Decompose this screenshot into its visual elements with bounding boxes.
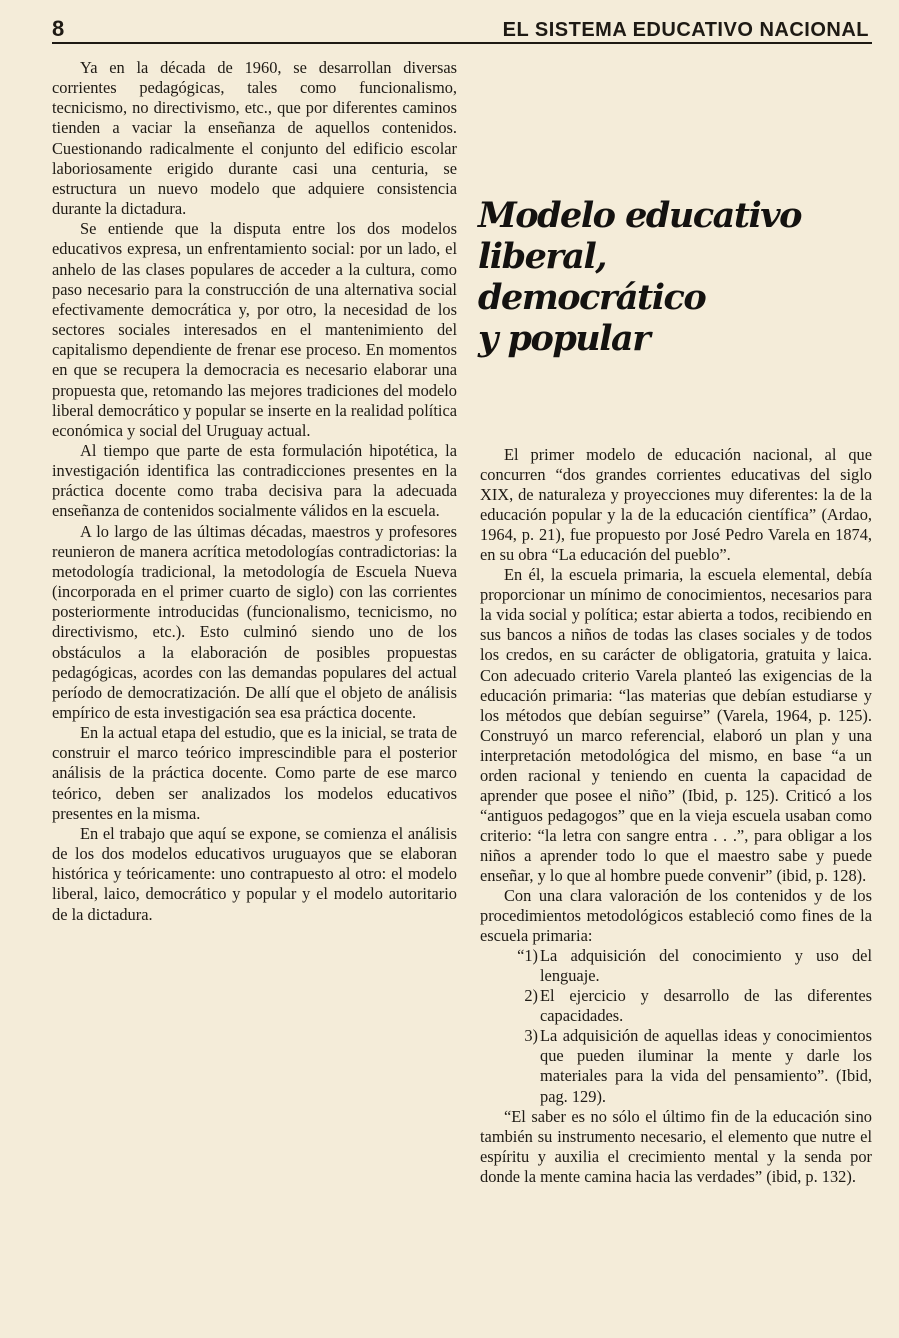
section-title-line: democrático (478, 277, 706, 318)
paragraph: El primer modelo de educación nacional, al que concurren “dos grandes corrientes educativas del siglo XIX, de naturaleza y proyecciones muy diferentes: la de la educación popular y la de la educación científica” (Ardao, 1964, p. 21), fue propuesto por José Pedro Varela en 1874, en su obra “La educación del pueblo”. (480, 445, 872, 565)
list-item (480, 1026, 872, 1106)
list-item-number: 3) (524, 1026, 538, 1046)
list-item-text: La adquisición de aquellas ideas y conocimientos que pueden iluminar la mente y darle los materiales para la vida del pensamiento”. (Ibid, pag. 129). (540, 1026, 872, 1106)
paragraph: A lo largo de las últimas décadas, maestros y profesores reunieron de manera acrítica metodologías contradictorias: la metodología tradicional, la metodología de Escuela Nueva (incorporada en el primer cuarto de siglo) con las corrientes posteriormente introducidas (funcionalismo, tecnicismo, no directivismo, etc.). Esto culminó siendo uno de los obstáculos a la elaboración de posibles propuestas pedagógicas, acordes con las demandas populares del actual período de democratización. De allí que el objeto de análisis empírico de esta investigación sea esa práctica docente. (52, 521, 457, 722)
right-column (480, 445, 872, 1187)
paragraph: En el trabajo que aquí se expone, se comienza el análisis de los dos modelos educativos uruguayos que se elaboran histórica y teóricamente: uno contrapuesto al otro: el modelo liberal, laico, democrático y popular y el modelo autoritario de la dictadura. (52, 823, 457, 924)
list-item-text: El ejercicio y desarrollo de las diferentes capacidades. (540, 986, 872, 1026)
section-title (478, 195, 868, 359)
paragraph: En la actual etapa del estudio, que es la inicial, se trata de construir el marco teórico imprescindible para el posterior análisis de la práctica docente. Como parte de ese marco teórico, deben ser analizados los modelos educativos presentes en la misma. (52, 723, 457, 823)
paragraph: Ya en la década de 1960, se desarrollan diversas corrientes pedagógicas, tales como funcionalismo, tecnicismo, no directivismo, etc., que por diferentes caminos tienden a vaciar la enseñanza de aquellos contenidos. Cuestionando radicalmente el conjunto del edificio escolar laboriosamente erigido durante casi una centuria, se estructura un nuevo modelo que adquiere consistencia durante la dictadura. (52, 58, 457, 219)
paragraph: “El saber es no sólo el último fin de la educación sino también su instrumento necesario, el elemento que nutre el espíritu y auxilia el crecimiento mental y la senda por donde la mente camina hacia las verdades” (ibid, p. 132). (480, 1106, 872, 1186)
list-item-number: 2) (524, 986, 538, 1006)
section-title-line: liberal, (478, 236, 606, 277)
list-item (480, 946, 872, 986)
list-item (480, 986, 872, 1026)
list-item-text: La adquisición del conocimiento y uso del lenguaje. (540, 946, 872, 986)
paragraph: Con una clara valoración de los contenidos y de los procedimientos metodológicos estableció como fines de la escuela primaria: (480, 886, 872, 946)
section-title-line: y popular (478, 318, 650, 359)
running-title: EL SISTEMA EDUCATIVO NACIONAL (502, 19, 869, 41)
section-title-line: Modelo educativo (478, 195, 801, 236)
list-item-number: “1) (517, 946, 538, 966)
left-column (52, 58, 457, 925)
paragraph: Se entiende que la disputa entre los dos modelos educativos expresa, un enfrentamiento social: por un lado, el anhelo de las clases populares de acceder a la cultura, como paso necesario para la construcción de una alternativa social efectivamente democrática y, por otro, la necesidad de los sectores sociales interesados en el mantenimiento del capitalismo dependiente de frenar ese proceso. En momentos en que se recupera la democracia es necesario elaborar una propuesta que, retomando las mejores tradiciones del modelo liberal democrático y popular se inserte en la realidad política económica y social del Uruguay actual. (52, 219, 457, 440)
header-rule (52, 42, 872, 44)
paragraph: En él, la escuela primaria, la escuela elemental, debía proporcionar un mínimo de conocimientos, necesarios para la vida social y política; estar abierta a todos, recibiendo en sus bancos a niños de todas las clases sociales y de todos los credos, en su carácter de obligatoria, gratuita y laica. Con adecuado criterio Varela planteó las exigencias de la educación primaria: “las materias que debían estudiarse y los métodos que debían seguirse” (Varela, 1964, p. 125). Construyó un marco referencial, elaboró un plan y una interpretación metodológica del mismo, en base “a un orden racional y teniendo en cuenta la capacidad de aprender que posee el niño” (Ibid, p. 125). Criticó a los “antiguos pedagogos” que en la vieja escuela usaban como criterio: “la letra con sangre entra . . .”, para obligar a los niños a aprender todo lo que el maestro sabe y puede enseñar, y lo que al hombre puede convenir” (ibid, p. 128). (480, 565, 872, 885)
aims-list (480, 946, 872, 1106)
paragraph: Al tiempo que parte de esta formulación hipotética, la investigación identifica las contradicciones presentes en la práctica docente como traba decisiva para la adecuada enseñanza de contenidos socialmente válidos en la escuela. (52, 440, 457, 521)
page-number: 8 (52, 16, 65, 41)
